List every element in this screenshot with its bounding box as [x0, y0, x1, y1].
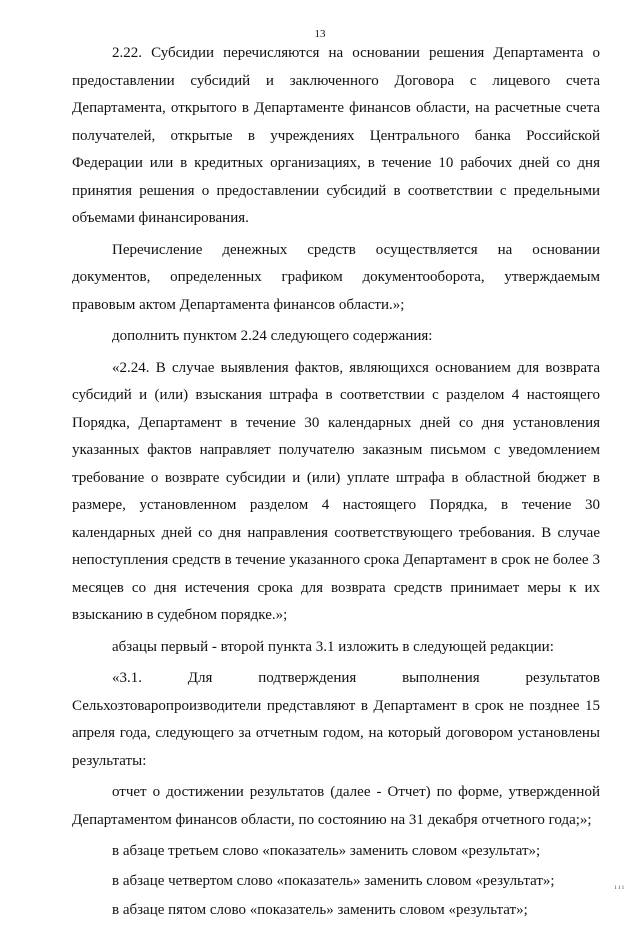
paragraph-2-24: «2.24. В случае выявления фактов, являющихся основанием для возврата субсидий и (или) взыскания штрафа в соответствии с разделом 4 настоящего Порядка, Департамент в течение 30 календарных дней со дня установления указанных фактов направляет получателю заказным письмом с уведомлением требование о возврате субсидии и (или) уплате штрафа в областной бюджет в размере, установленном разделом 4 настоящего Порядка, в течение 30 календарных дней со дня направления соответствующего требования. В случае непоступления средств в течение указанного срока Департамент в срок не более 3 месяцев со дня истечения срока для возврата средств принимает меры к их взысканию в судебном порядке.»; [72, 359, 600, 623]
corner-mark: ı ı ı [614, 883, 624, 891]
paragraph-add-2-24: дополнить пунктом 2.24 следующего содержания: [112, 328, 433, 344]
paragraph-fourth: в абзаце четвертом слово «показатель» заменить словом «результат»; [112, 872, 555, 889]
paragraph-fifth: в абзаце пятом слово «показатель» заменить словом «результат»; [112, 902, 528, 918]
paragraph-transfer: Перечисление денежных средств осуществляется на основании документов, определенных графиком документооборота, утверждаемым правовым актом Департамента финансов области.»; [72, 241, 600, 313]
paragraph-amend-3-1: абзацы первый - второй пункта 3.1 изложить в следующей редакции: [112, 638, 554, 655]
document-body [72, 40, 600, 927]
paragraph-report: отчет о достижении результатов (далее - Отчет) по форме, утвержденной Департаментом финансов области, по состоянию на 31 декабря отчетного года;»; [72, 784, 600, 828]
paragraph-3-1: «3.1. Для подтверждения выполнения результатов Сельхозтоваропроизводители представляют в Департамент в срок не позднее 15 апреля года, следующего за отчетным годом, на который договором установлены результаты: [72, 670, 600, 769]
page-number: 13 [314, 28, 326, 40]
paragraph-third: в абзаце третьем слово «показатель» заменить словом «результат»; [112, 843, 541, 859]
paragraph-2-22: 2.22. Субсидии перечисляются на основании решения Департамента о предоставлении субсидий и заключенного Договора с лицевого счета Департамента, открытого в Департаменте финансов области, на расчетные счета получателей, открытые в учреждениях Центрального банка Российской Федерации или в кредитных организациях, в течение 10 рабочих дней со дня принятия решения о предоставлении субсидий в соответствии с предельными объемами финансирования. [72, 45, 600, 226]
